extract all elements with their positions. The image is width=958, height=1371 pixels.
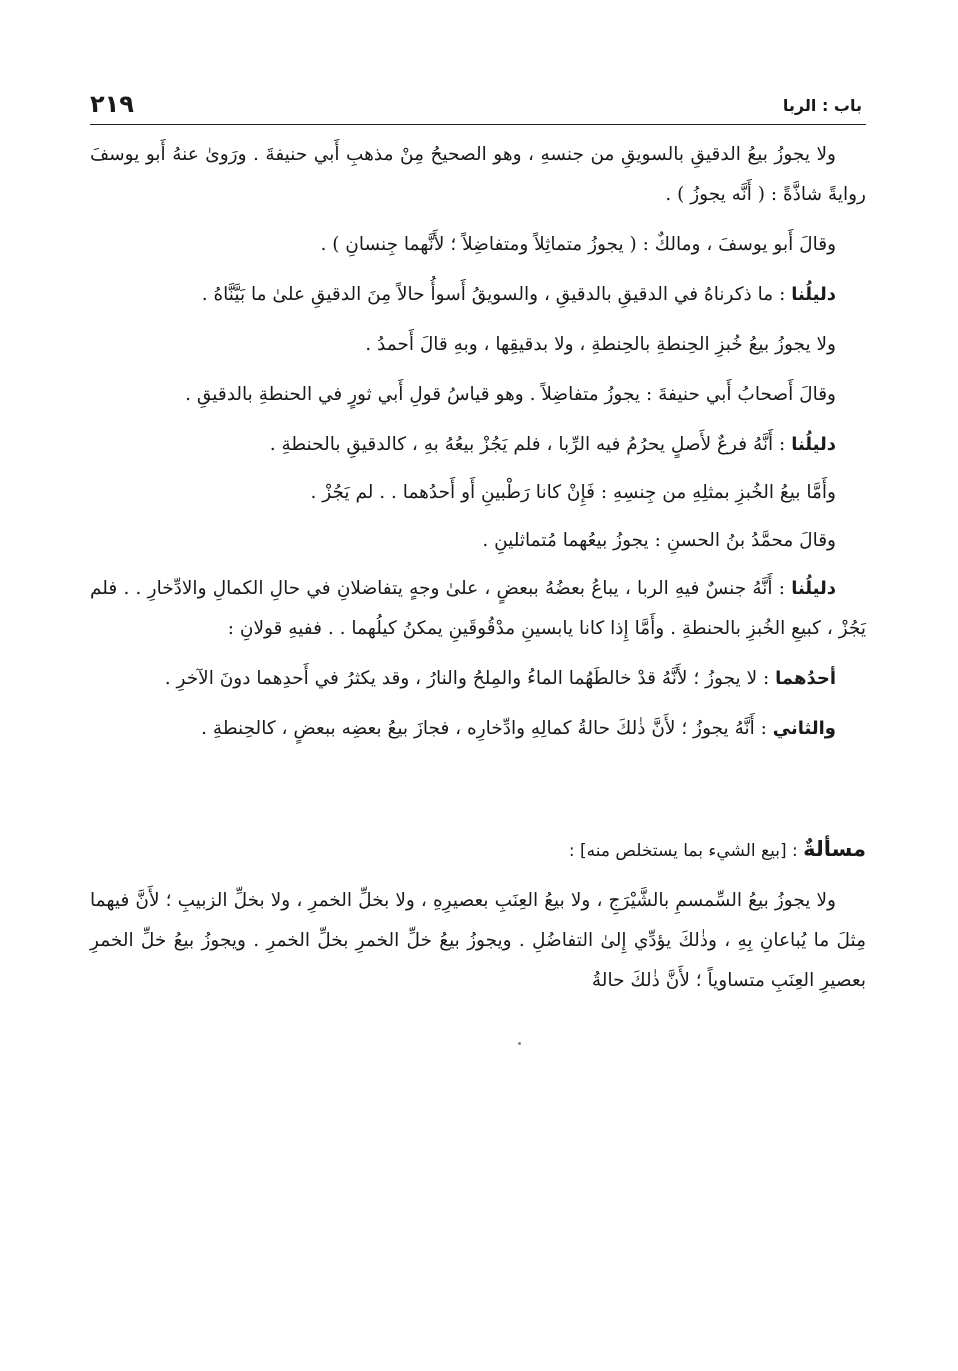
paragraph-lead: دليلُنا: [791, 578, 836, 599]
page-body: [90, 135, 866, 1001]
paragraph: وقالَ أَصحابُ أَبي حنيفةَ : يجوزُ متفاضِلاً . وهو قياسُ قولِ أَبي ثورٍ في الحنطةِ بالدقيقِ .: [185, 384, 836, 405]
book-page: [90, 88, 866, 1358]
paragraph: دليلُنا : أَنَّهُ فرعٌ لأَصلٍ يحرُمُ فيه الرِّبا ، فلم يَجُزْ بيعُهُ بهِ ، كالدقيقِ بالحنطةِ .: [269, 434, 836, 455]
paragraph-lead: دليلُنا: [791, 434, 836, 455]
page-header: [90, 88, 866, 125]
paragraph-lead: والثاني: [772, 718, 836, 739]
paragraph: وأَمَّا بيعُ الخُبزِ بمثلِهِ من جِنسِهِ : فَإِنْ كانا رَطْبينِ أَو أَحدُهما . . لم يَجُزْ .: [310, 482, 836, 503]
paragraph: دليلُنا : ما ذكرناهُ في الدقيقِ بالدقيقِ ، والسويقُ أَسوأُ حالاً مِنَ الدقيقِ علىٰ ما بَيَّنَّاهُ .: [201, 284, 836, 305]
paragraph: والثاني : أَنَّهُ يجوزُ ؛ لأَنَّ ذٰلكَ حالةُ كمالِهِ وادِّخارِه ، فجازَ بيعُ بعضِه ببعضٍ ، كالحِنطةِ .: [201, 718, 836, 739]
paragraph: ولا يجوزُ بيعُ الدقيقِ بالسويقِ من جنسهِ ، وهو الصحيحُ مِنْ مذهبِ أَبي حنيفةَ . ورَوىٰ عنهُ أَبو يوسفَ روايةً شاذَّةً : ( أَنَّه يجوزُ ) .: [90, 144, 866, 205]
paragraph: أحدُهما : لا يجوزُ ؛ لأَنَّهُ قدْ خالطَهُما الماءُ والمِلحُ والنارُ ، وقد يكثرُ في أَحدِهما دونَ الآخرِ .: [164, 668, 836, 689]
paragraph-lead: دليلُنا: [791, 284, 836, 305]
section-spacer: [90, 759, 866, 829]
print-speck: [518, 1042, 521, 1045]
page-number: ٢١٩: [90, 90, 134, 118]
paragraph: ولا يجوزُ بيعُ السِّمسمِ بالشَّيْرَجِ ، ولا بيعُ العِنَبِ بعصيرِهِ ، ولا بخلِّ الخمرِ ، ولا بخلِّ الزبيبِ ؛ لأَنَّ فيهما مِثلَ ما يُباعانِ بِهِ ، وذٰلكَ يؤدِّي إِلىٰ التفاضُلِ . ويجوزُ بيعُ خلِّ الخمرِ بخلِّ الخمرِ . ويجوزُ بيعُ خلِّ الخمرِ بعصيرِ العِنَبِ متساوياً ؛ لأَنَّ ذٰلكَ حالةُ: [90, 890, 866, 991]
paragraph-lead: أحدُهما: [775, 668, 836, 689]
paragraph: دليلُنا : أَنَّهُ جنسٌ فيهِ الربا ، يباعُ بعضُهُ ببعضٍ ، علىٰ وجهٍ يتفاضلانِ في حالِ الكمالِ والادِّخارِ . . فلم يَجُزْ ، كبيعِ الخُبزِ بالحنطةِ . وأَمَّا إِذا كانا يابسينِ مدْقُوقَينِ يمكنُ كيلُهما . . ففيهِ قولانِ :: [90, 578, 866, 639]
masala-word: مسألةٌ: [803, 837, 866, 861]
chapter-title: باب : الربا: [782, 96, 862, 115]
masala-title: : [بيع الشيء بما يستخلص منه] :: [568, 841, 804, 861]
masala-heading: [90, 829, 866, 871]
paragraph: وقالَ محمَّدُ بنُ الحسنِ : يجوزُ بيعُهما مُتماثلينِ .: [482, 530, 836, 551]
paragraph: ولا يجوزُ بيعُ خُبزِ الحِنطةِ بالحِنطةِ ، ولا بدقيقِها ، وبهِ قالَ أَحمدُ .: [365, 334, 836, 355]
paragraph: وقالَ أَبو يوسفَ ، ومالكٌ : ( يجوزُ متماثِلاً ومتفاضِلاً ؛ لأَنَّهما جِنسانِ ) .: [320, 234, 836, 255]
